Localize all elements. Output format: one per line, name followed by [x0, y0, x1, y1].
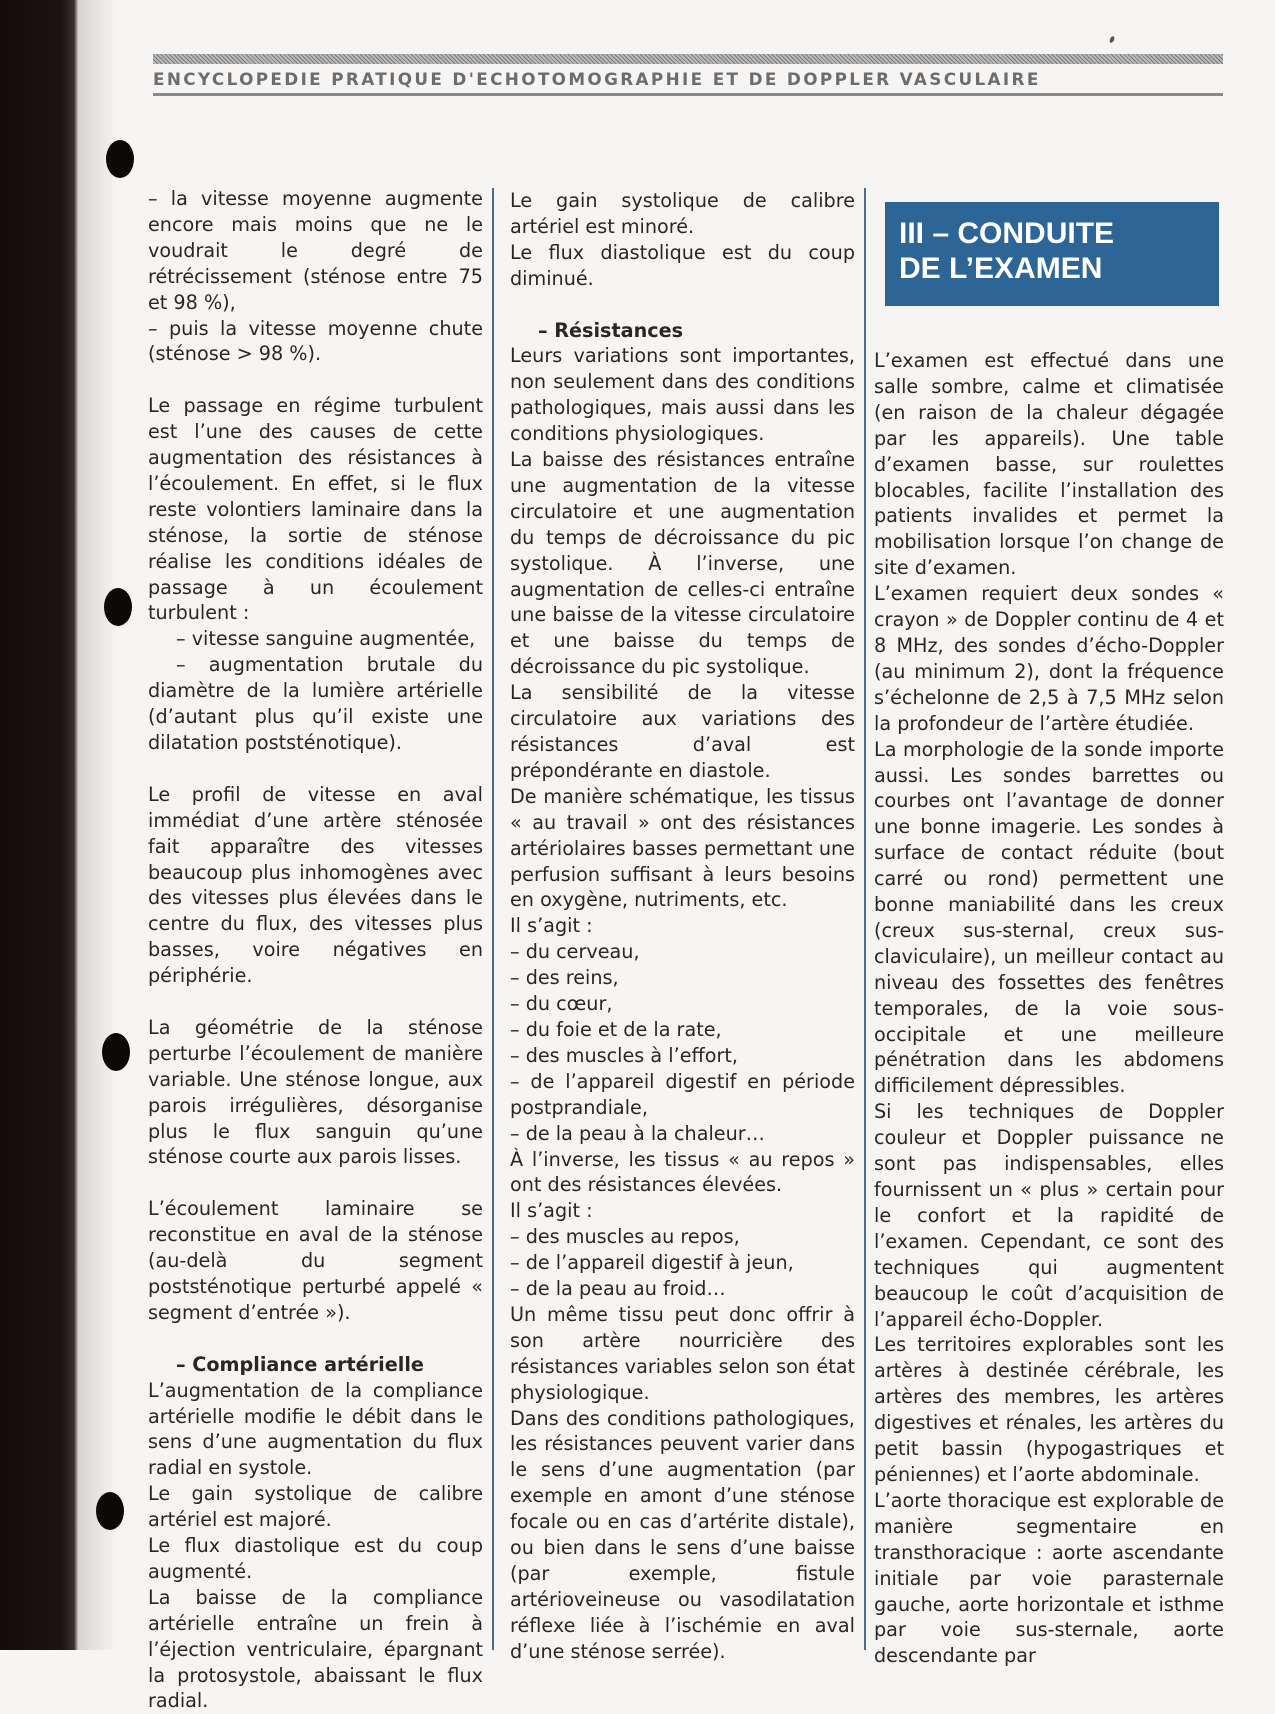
list-item: – de l’appareil digestif à jeun, — [510, 1251, 794, 1275]
paragraph: Les territoires explorables sont les artères à destinée cérébrale, les artères des membres, les artères digestives et rénales, les artères du petit bassin (hypogastriques et péniennes) et l’aorte abdominale. — [874, 1333, 1224, 1486]
paragraph: L’aorte thoracique est explorable de manière segmentaire en transthoracique : aorte ascendante initiale par voie parasternale gauche, aorte horizontale et isthme par voie sus-sternale, aorte descendante par — [874, 1488, 1224, 1668]
scan-speck — [1109, 35, 1116, 43]
page-shadow — [78, 0, 118, 1650]
punch-hole — [106, 140, 134, 178]
paragraph: De manière schématique, les tissus « au travail » ont des résistances artériolaires basses permettant une perfusion suffisant à leurs besoins en oxygène, nutriments, etc. — [510, 784, 855, 912]
section-heading-line-1: III – CONDUITE — [899, 217, 1115, 250]
header-rule — [153, 93, 1223, 96]
paragraph: L’examen est effectué dans une salle sombre, calme et climatisée (en raison de la chaleur dégagée par les appareils). Une table d’examen basse, sur roulettes blocables, facilite l’installation des patients invalides et permet la mobilisation lorsque l’on change de site d’examen. — [874, 349, 1224, 580]
paragraph: La baisse de la compliance artérielle entraîne un frein à l’éjection ventriculaire, épargnant la protosystole, abaissant le flux radial. — [148, 1585, 483, 1713]
subheading-compliance: – Compliance artérielle — [176, 1352, 424, 1376]
list-item: – vitesse sanguine augmentée, — [176, 627, 476, 651]
text-column-3 — [874, 348, 1224, 1669]
paragraph: Si les techniques de Doppler couleur et Doppler puissance ne sont pas indispensables, elles fournissent un « plus » certain pour le confort et la rapidité de l’examen. Cependant, ce sont des techniques qui augmentent beaucoup le coût d’acquisition de l’appareil écho-Doppler. — [874, 1100, 1224, 1331]
paragraph: Il s’agit : — [510, 914, 593, 938]
punch-hole — [102, 1033, 130, 1071]
column-rule — [864, 188, 866, 1650]
list-item: – de l’appareil digestif en période postprandiale, — [510, 1069, 855, 1119]
paragraph: Le profil de vitesse en aval immédiat d’une artère sténosée fait apparaître des vitesses beaucoup plus inhomogènes avec des vitesses plus élevées dans le centre du flux, des vitesses plus basses, voire négatives en périphérie. — [148, 782, 483, 988]
list-item: – du cœur, — [510, 992, 613, 1016]
paragraph: Dans des conditions pathologiques, les résistances peuvent varier dans le sens d’une augmentation (par exemple en amont d’une sténose focale ou en cas d’artérite distale), ou bien dans le sens d’une baisse (par exemple, fistule artérioveineuse ou vasodilatation réflexe liée à l’ischémie en aval d’une sténose serrée). — [510, 1406, 855, 1663]
paragraph: La morphologie de la sonde importe aussi. Les sondes barrettes ou courbes ont l’avantage de donner une bonne imagerie. Les sondes à surface de contact réduite (bout carré ou rond) permettent une bonne maniabilité dans les creux (creux sus-sternal, creux sus-claviculaire), un meilleur contact au niveau des fossettes des fenêtres temporales, de la voie sous-occipitale et une meilleure pénétration dans les abdomens difficilement dépressibles. — [874, 737, 1224, 1098]
text-column-2 — [510, 188, 855, 1665]
paragraph: Le flux diastolique est du coup augmenté. — [148, 1534, 483, 1583]
punch-hole — [96, 1492, 124, 1530]
paragraph: L’augmentation de la compliance artérielle modifie le débit dans le sens d’une augmentation du flux radial en systole. — [148, 1378, 483, 1480]
list-item: – des muscles à l’effort, — [510, 1043, 738, 1067]
section-heading-line-2: DE L’EXAMEN — [899, 252, 1103, 285]
running-header — [153, 54, 1223, 96]
list-item: – des reins, — [510, 966, 619, 990]
list-item: – augmentation brutale du diamètre de la lumière artérielle (d’autant plus qu’il existe une dilatation poststénotique). — [148, 653, 483, 755]
paragraph: – puis la vitesse moyenne chute (sténose > 98 %). — [148, 316, 483, 366]
paragraph: La sensibilité de la vitesse circulatoire aux variations des résistances d’aval est prépondérante en diastole. — [510, 681, 855, 782]
paragraph: Leurs variations sont importantes, non seulement dans des conditions pathologiques, mais aussi dans les conditions physiologiques. — [510, 344, 855, 446]
paragraph: L’examen requiert deux sondes « crayon » de Doppler continu de 4 et 8 MHz, des sondes d’écho-Doppler (au minimum 2), dont la fréquence s’échelonne de 2,5 à 7,5 MHz selon la profondeur de l’artère étudiée. — [874, 582, 1224, 735]
paragraph: Il s’agit : — [510, 1199, 593, 1223]
subheading-resistances: – Résistances — [538, 318, 684, 342]
list-item: – des muscles au repos, — [510, 1225, 740, 1249]
paragraph: Le gain systolique de calibre artériel est minoré. — [510, 189, 855, 238]
paragraph: Le passage en régime turbulent est l’une des causes de cette augmentation des résistances à l’écoulement. En effet, si le flux reste volontiers laminaire dans la sténose, la sortie de sténose réalise les conditions idéales de passage à un écoulement turbulent : — [148, 394, 483, 625]
paragraph: L’écoulement laminaire se reconstitue en aval de la sténose (au-delà du segment poststénotique perturbé appelé « segment d’entrée »). — [148, 1197, 483, 1324]
paragraph: Le flux diastolique est du coup diminué. — [510, 240, 855, 290]
paragraph: Le gain systolique de calibre artériel est majoré. — [148, 1482, 483, 1532]
paragraph: Un même tissu peut donc offrir à son artère nourricière des résistances variables selon son état physiologique. — [510, 1302, 855, 1404]
paragraph: – la vitesse moyenne augmente encore mais moins que ne le voudrait le degré de rétrécissement (sténose entre 75 et 98 %), — [148, 187, 483, 314]
scan-binding-edge — [0, 0, 78, 1650]
list-item: – de la peau au froid… — [510, 1277, 726, 1301]
paragraph: À l’inverse, les tissus « au repos » ont des résistances élevées. — [510, 1147, 855, 1197]
list-item: – du cerveau, — [510, 940, 640, 964]
column-rule — [492, 188, 494, 1650]
text-column-1 — [148, 186, 483, 1714]
punch-hole — [104, 588, 132, 626]
header-title: ENCYCLOPEDIE PRATIQUE D'ECHOTOMOGRAPHIE ET DE DOPPLER VASCULAIRE — [153, 70, 1041, 89]
header-hatched-bar — [153, 54, 1223, 64]
paragraph: La géométrie de la sténose perturbe l’écoulement de manière variable. Une sténose longue, aux parois irrégulières, désorganise plus le flux sanguin qu’une sténose courte aux parois lisses. — [148, 1015, 483, 1169]
list-item: – de la peau à la chaleur… — [510, 1121, 765, 1145]
section-heading — [885, 202, 1219, 306]
paragraph: La baisse des résistances entraîne une augmentation de la vitesse circulatoire et une augmentation du temps de décroissance du pic systolique. À l’inverse, une augmentation de celles-ci entraîne une baisse de la vitesse circulatoire et une baisse du temps de décroissance du pic systolique. — [510, 448, 855, 679]
list-item: – du foie et de la rate, — [510, 1017, 722, 1041]
